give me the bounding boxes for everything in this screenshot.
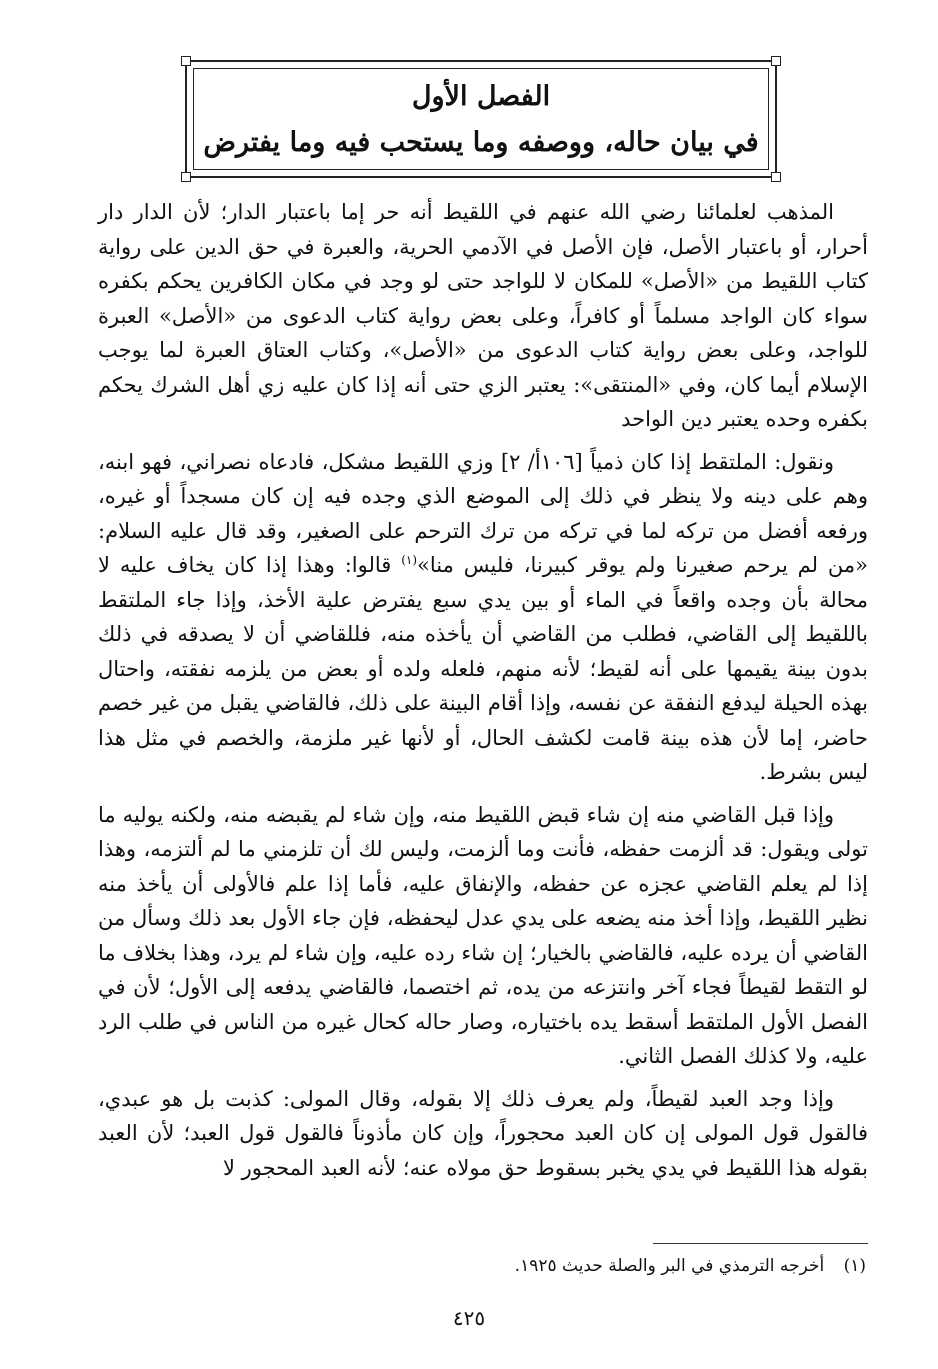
chapter-title-frame [185, 60, 777, 178]
chapter-title: الفصل الأول [411, 81, 551, 112]
frame-corner-ornament [771, 172, 781, 182]
footnote [166, 1253, 866, 1279]
footnote-number: (١) [843, 1256, 866, 1276]
paragraph-text: قالوا: وهذا إذا كان يخاف عليه لا محالة بأن وجده واقعاً في الماء أو بين يدي سبع يفترض علية الأخذ، وإذا جاء الملتقط باللقيط إلى القاضي، فطلب من القاضي أن يأخذه منه، فللقاضي أن لا يصدقه في ذلك بدون بينة يقيمها على أنه لقيط؛ لأنه منهم، فلعله ولده أو بعض من يلزمه نفقته، واحتال بهذه الحيلة ليدفع النفقة عن نفسه، وإذا أقام البينة على ذلك، فالقاضي يقبل من غير خصم حاضر، إما لأن هذه بينة قامت لكشف الحال، أو لأنها غير ملزمة، والخصم في مثل هذا ليس بشرط. [98, 553, 868, 784]
frame-corner-ornament [181, 56, 191, 66]
frame-corner-ornament [181, 172, 191, 182]
paragraph: وإذا وجد العبد لقيطاً، ولم يعرف ذلك إلا بقوله، وقال المولى: كذبت بل هو عبدي، فالقول قول المولى إن كان العبد محجوراً، وإن كان مأذوناً فالقول قول العبد؛ لأن العبد بقوله هذا اللقيط في يدي يخبر بسقوط حق مولاه عنه؛ لأنه العبد المحجور لا [98, 1086, 868, 1180]
frame-corner-ornament [771, 56, 781, 66]
footnote-divider [653, 1243, 868, 1244]
paragraph: المذهب لعلمائنا رضي الله عنهم في اللقيط أنه حر إما باعتبار الدار؛ لأن الدار دار أحرار، أو باعتبار الأصل، فإن الأصل في الآدمي الحرية، والعبرة في حق الدين على رواية كتاب اللقيط من «الأصل» للمكان لا للواجد حتى لو وجد في مكان الكافرين يحكم بكفره سواء كان الواجد مسلماً أو كافراً، وعلى بعض رواية كتاب الدعوى من «الأصل» العبرة للواجد، وعلى بعض رواية كتاب الدعوى من «الأصل»، وكتاب العتاق العبرة لما يوجب الإسلام أيما كان، وفي «المنتقى»: يعتبر الزي حتى أنه إذا كان عليه زي أهل الشرك يحكم بكفره وحده يعتبر دين الواحد [98, 200, 868, 431]
body-text [98, 195, 868, 1193]
page-number: ٤٢٥ [452, 1306, 486, 1330]
paragraph [98, 445, 868, 790]
paragraph-text: ونقول: الملتقط إذا كان ذمياً [١٠٦أ/ ٢] وزي اللقيط مشكل، فادعاه نصراني، فهو ابنه، وهم على دينه ولا ينظر في ذلك إلى الموضع الذي وجده فيه إن كان مسجداً أو غيره، ورفعه أفضل من تركه لما في تركه من ترك الترحم على الصغير، وقد قال عليه السلام: «من لم يرحم صغيرنا ولم يوقر كبيرنا، فليس منا» [98, 449, 868, 577]
paragraph: وإذا قبل القاضي منه إن شاء قبض اللقيط منه، وإن شاء لم يقبضه منه، ولكنه يوليه ما تولى ويقول: قد ألزمت حفظه، فأنت وما ألزمت، وليس لك أن تلزمني ما لم ألتزمه، وهذا إذا لم يعلم القاضي عجزه عن حفظه، والإنفاق عليه، فأما إذا علم فالأولى أن يأخذ منه نظير اللقيط، وإذا أخذ منه يضعه على يدي عدل ليحفظه، فإن جاء الأول بعد ذلك وسأل من القاضي أن يرده عليه، فالقاضي بالخيار؛ إن شاء رده عليه، وإن شاء لم يرد، وهذا بخلاف ما لو التقط لقيطاً فجاء آخر وانتزعه من يده، ثم اختصما، فالقاضي يدفعه إلى الأول؛ لأن في الفصل الأول الملتقط أسقط يده باختياره، وصار حاله كحال غيره من الناس في طلب الرد عليه، ولا كذلك الفصل الثاني. [98, 802, 868, 1068]
footnote-text: أخرجه الترمذي في البر والصلة حديث ١٩٢٥. [514, 1256, 825, 1276]
footnote-marker[interactable]: (١) [401, 553, 418, 567]
chapter-subtitle: في بيان حاله، ووصفه وما يستحب فيه وما يفترض [203, 127, 759, 158]
